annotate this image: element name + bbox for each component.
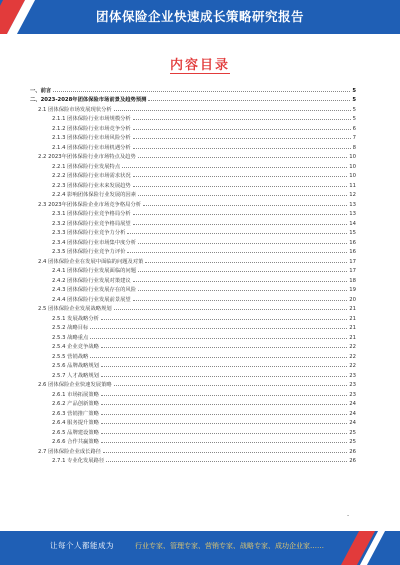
toc-entry[interactable] <box>30 379 356 389</box>
toc-leader-dots <box>53 91 350 92</box>
toc-entry-page: 11 <box>349 182 356 189</box>
toc-entry-label: 2.5 团体保险企业发展战略规划 <box>38 306 112 312</box>
toc-leader-dots <box>133 119 351 120</box>
toc-leader-dots <box>114 385 348 386</box>
toc-entry[interactable] <box>30 236 356 246</box>
toc-entry-label: 2.5.6 品牌战略规划 <box>52 363 99 369</box>
toc-entry-label: 2.3.2 团体保险行业竞争格局展望 <box>52 220 131 227</box>
toc-entry-label: 2.4.1 团体保险行业发展面临的问题 <box>52 268 137 274</box>
toc-entry[interactable] <box>30 426 356 436</box>
toc-leader-dots <box>101 366 347 367</box>
toc-entry[interactable] <box>30 407 356 417</box>
toc-entry[interactable] <box>30 455 356 465</box>
toc-entry[interactable] <box>30 141 356 151</box>
toc-entry[interactable] <box>30 113 356 123</box>
toc-entry[interactable] <box>30 360 356 370</box>
toc-leader-dots <box>138 243 347 244</box>
toc-entry-page: 24 <box>349 401 356 407</box>
toc-entry[interactable] <box>30 284 356 294</box>
toc-entry-label: 2.2.4 影响团体保险行业发展的因素 <box>52 192 137 198</box>
toc-entry-page: 21 <box>349 306 356 312</box>
toc-heading-underline <box>170 73 230 74</box>
toc-entry-page: 18 <box>349 277 356 284</box>
toc-leader-dots <box>133 129 351 130</box>
toc-entry[interactable] <box>30 198 356 208</box>
toc-entry-label: 2.6.4 服务提升策略 <box>52 420 99 426</box>
report-title: 团体保险企业快速成长策略研究报告 <box>95 9 304 24</box>
toc-entry-label: 2.6.2 产品创新策略 <box>52 401 99 407</box>
toc-entry[interactable] <box>30 179 356 189</box>
toc-entry[interactable] <box>30 369 356 379</box>
toc-entry[interactable] <box>30 417 356 427</box>
toc-entry-page: 25 <box>349 429 356 436</box>
toc-entry-page: 21 <box>349 315 356 322</box>
toc-entry[interactable] <box>30 160 356 170</box>
toc-entry-label: 2.7.1 专业化发展路径 <box>52 458 105 464</box>
toc-entry[interactable] <box>30 151 356 161</box>
toc-entry-page: 26 <box>349 458 356 464</box>
toc-heading: 内容目录 <box>169 58 230 73</box>
toc-entry-page: 22 <box>349 353 356 360</box>
toc-entry[interactable] <box>30 445 356 455</box>
toc-entry[interactable] <box>30 388 356 398</box>
toc-entry[interactable] <box>30 189 356 199</box>
toc-entry-page: 15 <box>349 230 356 236</box>
toc-leader-dots <box>101 395 347 396</box>
toc-entry[interactable] <box>30 255 356 265</box>
toc-leader-dots <box>138 195 347 196</box>
toc-leader-dots <box>114 309 348 310</box>
toc-leader-dots <box>133 224 348 225</box>
toc-entry[interactable] <box>30 227 356 237</box>
footer-banner <box>0 531 400 565</box>
toc-entry-page: 13 <box>349 211 356 217</box>
toc-entry[interactable] <box>30 322 356 332</box>
toc-entry[interactable] <box>30 122 356 132</box>
toc-entry-page: 19 <box>349 287 356 293</box>
toc-entry-page: 5 <box>352 87 356 94</box>
toc-entry-label: 2.1.1 团体保险行业市场规模分析 <box>52 116 131 122</box>
toc-entry-label: 2.7 团体保险企业成长路径 <box>38 448 102 455</box>
toc-entry[interactable] <box>30 312 356 322</box>
toc-entry-label: 一、前言 <box>30 87 52 94</box>
toc-entry[interactable] <box>30 84 356 94</box>
toc-entry-page: 5 <box>352 106 356 113</box>
toc-entry[interactable] <box>30 132 356 142</box>
toc-leader-dots <box>101 404 347 405</box>
toc-entry-label: 2.5.4 企业竞争战略 <box>52 344 99 350</box>
toc-entry-label: 2.3.3 团体保险行业竞争力分析 <box>52 230 126 236</box>
toc-entry[interactable] <box>30 341 356 351</box>
toc-entry-page: 23 <box>349 372 356 379</box>
toc-entry-page: 10 <box>349 173 356 179</box>
toc-entry-label: 2.4.4 团体保险行业发展前景展望 <box>52 296 131 303</box>
toc-entry[interactable] <box>30 94 356 104</box>
toc-leader-dots <box>133 138 351 139</box>
toc-entry-page: 17 <box>349 258 356 265</box>
toc-leader-dots <box>133 186 348 187</box>
toc-entry-label: 2.4 团体保险企业在发展中面临的问题及对策 <box>38 258 144 265</box>
footer-slogan: 让每个人都能成为 <box>50 541 114 550</box>
toc-entry-label: 2.6 团体保险企业快速发展策略 <box>38 382 112 388</box>
toc-entry-page: 26 <box>349 448 356 455</box>
toc-entry-label: 2.3.4 团体保险行业市场集中度分析 <box>52 239 137 246</box>
toc-entry-label: 2.1 团体保险市场发展现状分析 <box>38 106 112 113</box>
toc-leader-dots <box>145 262 347 263</box>
toc-entry-page: 23 <box>349 391 356 398</box>
toc-leader-dots <box>101 442 347 443</box>
toc-entry-label: 2.2.3 团体保险行业未来发展趋势 <box>52 182 131 189</box>
toc-entry[interactable] <box>30 103 356 113</box>
toc-entry-label: 2.6.5 品牌建设策略 <box>52 429 99 436</box>
toc-entry-page: 10 <box>349 154 356 160</box>
toc-leader-dots <box>101 414 347 415</box>
toc-entry-page: 21 <box>349 334 356 341</box>
table-of-contents <box>30 84 356 464</box>
toc-entry-page: 24 <box>349 410 356 417</box>
toc-entry-label: 2.6.3 营销推广策略 <box>52 410 99 417</box>
toc-entry[interactable] <box>30 274 356 284</box>
toc-entry-label: 2.3.1 团体保险行业竞争格局分析 <box>52 211 131 217</box>
toc-entry-page: 13 <box>349 201 356 208</box>
toc-entry-label: 2.4.2 团体保险行业发展对策建议 <box>52 277 131 284</box>
page-marker: - <box>347 512 350 519</box>
toc-leader-dots <box>101 347 347 348</box>
toc-entry-page: 5 <box>352 116 356 122</box>
toc-entry-label: 2.2 2023年团体保险行业市场特点及趋势 <box>38 154 136 160</box>
toc-leader-dots <box>138 271 347 272</box>
toc-leader-dots <box>122 167 347 168</box>
toc-leader-dots <box>133 148 351 149</box>
toc-entry-page: 12 <box>349 192 356 198</box>
toc-leader-dots <box>101 433 347 434</box>
toc-entry-label: 2.1.2 团体保险行业市场竞争分析 <box>52 125 131 132</box>
toc-leader-dots <box>90 338 347 339</box>
toc-entry-page: 22 <box>349 363 356 369</box>
toc-entry[interactable] <box>30 217 356 227</box>
toc-leader-dots <box>114 110 351 111</box>
toc-leader-dots <box>133 214 348 215</box>
toc-entry-label: 2.1.4 团体保险行业市场机遇分析 <box>52 144 131 151</box>
toc-leader-dots <box>90 357 347 358</box>
toc-leader-dots <box>101 376 347 377</box>
toc-entry[interactable] <box>30 303 356 313</box>
toc-leader-dots <box>143 205 347 206</box>
toc-entry-page: 23 <box>349 382 356 388</box>
toc-entry-page: 22 <box>349 344 356 350</box>
header-banner <box>0 0 400 34</box>
toc-entry[interactable] <box>30 398 356 408</box>
toc-entry-label: 2.6.1 市场拓展策略 <box>52 391 99 398</box>
toc-leader-dots <box>133 300 348 301</box>
toc-entry[interactable] <box>30 293 356 303</box>
toc-entry-label: 2.2.2 团体保险行业市场需求状况 <box>52 173 131 179</box>
toc-leader-dots <box>133 281 348 282</box>
toc-entry-page: 16 <box>349 249 356 255</box>
toc-entry-label: 2.3.5 团体保险行业竞争力评价 <box>52 249 126 255</box>
toc-leader-dots <box>133 176 348 177</box>
toc-entry-label: 2.5.1 发展战略分析 <box>52 315 99 322</box>
toc-entry-page: 21 <box>349 325 356 331</box>
toc-leader-dots <box>90 328 347 329</box>
toc-entry-label: 2.5.7 人才战略规划 <box>52 372 99 379</box>
toc-leader-dots <box>127 233 347 234</box>
toc-entry-page: 25 <box>349 439 356 445</box>
toc-entry[interactable] <box>30 331 356 341</box>
toc-entry-page: 20 <box>349 296 356 303</box>
toc-entry[interactable] <box>30 265 356 275</box>
toc-entry[interactable] <box>30 350 356 360</box>
toc-entry[interactable] <box>30 246 356 256</box>
toc-entry-page: 14 <box>349 220 356 227</box>
toc-leader-dots <box>138 157 348 158</box>
toc-leader-dots <box>106 461 347 462</box>
toc-entry[interactable] <box>30 208 356 218</box>
toc-entry-page: 6 <box>352 125 356 132</box>
toc-entry-page: 8 <box>352 144 356 151</box>
toc-leader-dots <box>138 290 347 291</box>
toc-entry-label: 二、2023-2028年团体保险市场前景及趋势预测 <box>30 97 147 103</box>
toc-entry-label: 2.5.2 战略目标 <box>52 325 89 331</box>
toc-entry-page: 16 <box>349 239 356 246</box>
toc-entry-label: 2.5.5 营销战略 <box>52 353 89 360</box>
toc-entry-label: 2.1.3 团体保险行业市场风险分析 <box>52 135 131 141</box>
toc-entry-page: 7 <box>352 135 356 141</box>
toc-entry-label: 2.5.3 战略重点 <box>52 334 89 341</box>
toc-entry-label: 2.3 2023年团体保险企业市场竞争格局分析 <box>38 201 142 208</box>
toc-entry-page: 17 <box>349 268 356 274</box>
toc-leader-dots <box>103 452 347 453</box>
toc-entry[interactable] <box>30 436 356 446</box>
toc-leader-dots <box>127 252 347 253</box>
toc-entry-label: 2.6.6 合作共赢策略 <box>52 439 99 445</box>
footer-roles: 行业专家、管理专家、营销专家、战略专家、成功企业家…… <box>135 542 324 550</box>
toc-entry-page: 5 <box>352 97 356 103</box>
toc-entry-label: 2.2.1 团体保险行业发展特点 <box>52 163 121 170</box>
toc-leader-dots <box>148 100 350 101</box>
toc-entry-label: 2.4.3 团体保险行业发展存在的风险 <box>52 287 137 293</box>
toc-leader-dots <box>101 319 347 320</box>
toc-entry-page: 10 <box>349 163 356 170</box>
toc-entry-page: 24 <box>349 420 356 426</box>
toc-leader-dots <box>101 423 347 424</box>
toc-entry[interactable] <box>30 170 356 180</box>
